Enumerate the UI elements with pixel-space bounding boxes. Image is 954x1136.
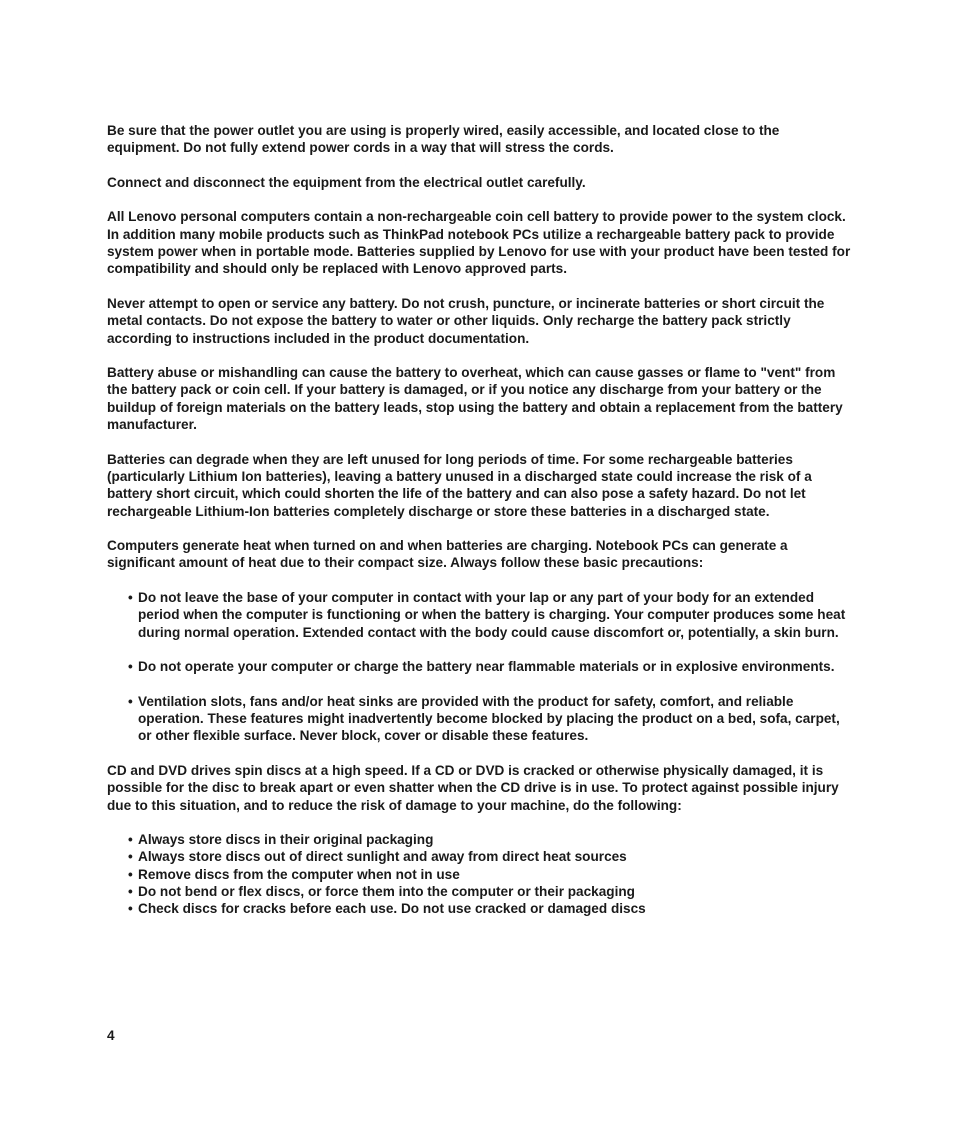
bullet-icon: • bbox=[128, 832, 133, 848]
paragraph-connect-disconnect: Connect and disconnect the equipment from the electrical outlet carefully. bbox=[107, 174, 586, 190]
bullet-icon: • bbox=[128, 849, 133, 865]
list-item-text: Ventilation slots, fans and/or heat sinks are provided with the product for safety, comfort, and reliable operation. These features might inadvertently become blocked by placing the product on a bed, sofa, carpet, or other flexible surface. Never block, cover or disable these features. bbox=[138, 693, 840, 744]
list-item bbox=[107, 658, 852, 675]
disc-precautions-list bbox=[107, 831, 852, 917]
page-content bbox=[107, 122, 852, 935]
paragraph-cd-dvd: CD and DVD drives spin discs at a high speed. If a CD or DVD is cracked or otherwise physically damaged, it is possible for the disc to break apart or even shatter when the CD drive is in use. To protect against possible injury due to this situation, and to reduce the risk of damage to your machine, do the following: bbox=[107, 762, 839, 813]
bullet-icon: • bbox=[128, 901, 133, 917]
bullet-icon: • bbox=[128, 884, 133, 900]
bullet-icon: • bbox=[128, 693, 133, 709]
list-item bbox=[107, 589, 852, 641]
list-item-text: Always store discs in their original packaging bbox=[138, 832, 434, 848]
bullet-icon: • bbox=[128, 659, 133, 675]
list-item bbox=[107, 831, 852, 848]
list-item bbox=[107, 693, 852, 745]
paragraph-coin-cell-battery: All Lenovo personal computers contain a non-rechargeable coin cell battery to provide power to the system clock. In addition many mobile products such as ThinkPad notebook PCs utilize a rechargeable battery pack to provide system power when in portable mode. Batteries supplied by Lenovo for use with your product have been tested for compatibility and should only be replaced with Lenovo approved parts. bbox=[107, 209, 851, 277]
list-item bbox=[107, 900, 852, 917]
paragraph-battery-abuse: Battery abuse or mishandling can cause the battery to overheat, which can cause gasses or flame to "vent" from the battery pack or coin cell. If your battery is damaged, or if you notice any discharge from your battery or the buildup of foreign materials on the battery leads, stop using the battery and obtain a replacement from the battery manufacturer. bbox=[107, 365, 843, 433]
list-item bbox=[107, 848, 852, 865]
heat-precautions-list bbox=[107, 589, 852, 745]
list-item-text: Remove discs from the computer when not in use bbox=[138, 866, 460, 882]
list-item bbox=[107, 883, 852, 900]
bullet-icon: • bbox=[128, 866, 133, 882]
bullet-icon: • bbox=[128, 590, 133, 606]
paragraph-battery-service: Never attempt to open or service any battery. Do not crush, puncture, or incinerate batteries or short circuit the metal contacts. Do not expose the battery to water or other liquids. Only recharge the battery pack strictly according to instructions included in the product documentation. bbox=[107, 295, 825, 346]
paragraph-battery-degrade: Batteries can degrade when they are left unused for long periods of time. For some rechargeable batteries (particularly Lithium Ion batteries), leaving a battery unused in a discharged state could increase the risk of a battery short circuit, which could shorten the life of the battery and can also pose a safety hazard. Do not let rechargeable Lithium-Ion batteries completely discharge or store these batteries in a discharged state. bbox=[107, 451, 812, 519]
page-number: 4 bbox=[107, 1028, 115, 1043]
list-item-text: Check discs for cracks before each use. Do not use cracked or damaged discs bbox=[138, 901, 646, 917]
list-item-text: Do not bend or flex discs, or force them into the computer or their packaging bbox=[138, 884, 635, 900]
list-item-text: Do not operate your computer or charge the battery near flammable materials or in explosive environments. bbox=[138, 659, 835, 675]
list-item-text: Do not leave the base of your computer in contact with your lap or any part of your body for an extended period when the computer is functioning or when the battery is charging. Your computer produces some heat during normal operation. Extended contact with the body could cause discomfort or, potentially, a skin burn. bbox=[138, 590, 846, 640]
list-item bbox=[107, 866, 852, 883]
paragraph-heat-intro: Computers generate heat when turned on and when batteries are charging. Notebook PCs can generate a significant amount of heat due to their compact size. Always follow these basic precautions: bbox=[107, 538, 788, 571]
paragraph-power-outlet: Be sure that the power outlet you are using is properly wired, easily accessible, and located close to the equipment. Do not fully extend power cords in a way that will stress the cords. bbox=[107, 123, 780, 156]
list-item-text: Always store discs out of direct sunlight and away from direct heat sources bbox=[138, 849, 627, 865]
